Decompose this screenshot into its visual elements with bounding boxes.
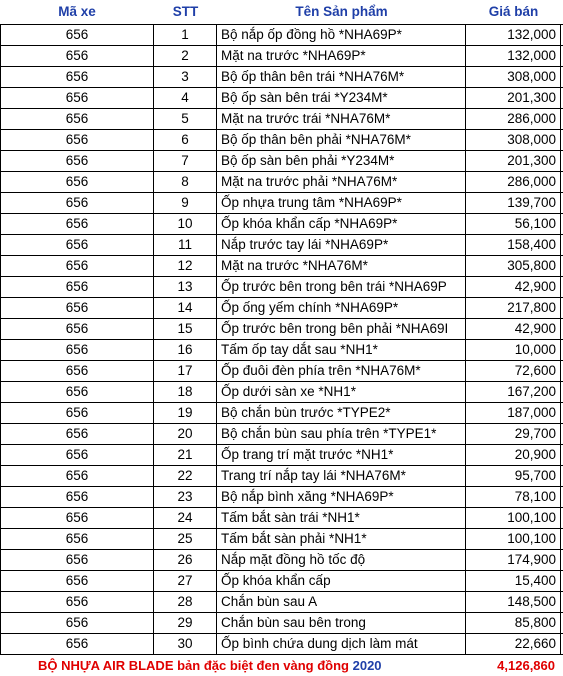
cell-ma-xe: 656 xyxy=(0,634,154,655)
cell-gia-ban: 15,400 xyxy=(466,571,561,592)
cell-stt: 25 xyxy=(154,529,217,550)
cell-stt: 11 xyxy=(154,235,217,256)
table-row xyxy=(0,382,563,403)
cell-stt: 5 xyxy=(154,109,217,130)
cell-gia-ban: 42,900 xyxy=(466,319,561,340)
cell-gia-ban: 308,000 xyxy=(466,130,561,151)
cell-ma-xe: 656 xyxy=(0,172,154,193)
cell-gia-ban: 174,900 xyxy=(466,550,561,571)
cell-ma-xe: 656 xyxy=(0,613,154,634)
cell-gia-ban: 72,600 xyxy=(466,361,561,382)
cell-stt: 27 xyxy=(154,571,217,592)
cell-stt: 12 xyxy=(154,256,217,277)
table-row xyxy=(0,403,563,424)
header-gia-ban: Giá bán xyxy=(488,4,539,19)
cell-ten-san-pham: Bộ nắp bình xăng *NHA69P* xyxy=(217,487,466,508)
table-row xyxy=(0,634,563,655)
cell-ten-san-pham: Bộ nắp ốp đồng hồ *NHA69P* xyxy=(217,25,466,46)
cell-ma-xe: 656 xyxy=(0,193,154,214)
cell-ten-san-pham: Ốp ống yếm chính *NHA69P* xyxy=(217,298,466,319)
cell-ma-xe: 656 xyxy=(0,46,154,67)
cell-gia-ban: 217,800 xyxy=(466,298,561,319)
header-ma-xe: Mã xe xyxy=(58,4,96,19)
cell-gia-ban: 158,400 xyxy=(466,235,561,256)
table-row xyxy=(0,25,563,46)
table-row xyxy=(0,340,563,361)
cell-ma-xe: 656 xyxy=(0,550,154,571)
total-label: BỘ NHỰA AIR BLADE bản đặc biệt đen vàng đồng 2020 xyxy=(38,658,382,673)
cell-ma-xe: 656 xyxy=(0,256,154,277)
cell-stt: 2 xyxy=(154,46,217,67)
cell-ten-san-pham: Chắn bùn sau bên trong xyxy=(217,613,466,634)
table-row xyxy=(0,466,563,487)
cell-gia-ban: 22,660 xyxy=(466,634,561,655)
cell-stt: 9 xyxy=(154,193,217,214)
cell-ma-xe: 656 xyxy=(0,214,154,235)
table-row xyxy=(0,88,563,109)
cell-ten-san-pham: Ốp dưới sàn xe *NH1* xyxy=(217,382,466,403)
table-row xyxy=(0,361,563,382)
cell-stt: 30 xyxy=(154,634,217,655)
header-ten-san-pham: Tên Sản phẩm xyxy=(295,4,388,19)
cell-gia-ban: 167,200 xyxy=(466,382,561,403)
cell-gia-ban: 100,100 xyxy=(466,508,561,529)
cell-ten-san-pham: Bộ chắn bùn sau phía trên *TYPE1* xyxy=(217,424,466,445)
cell-gia-ban: 139,700 xyxy=(466,193,561,214)
table-row xyxy=(0,46,563,67)
table-row xyxy=(0,214,563,235)
table-row xyxy=(0,235,563,256)
cell-stt: 6 xyxy=(154,130,217,151)
cell-gia-ban: 78,100 xyxy=(466,487,561,508)
cell-ten-san-pham: Ốp khóa khẩn cấp xyxy=(217,571,466,592)
cell-ma-xe: 656 xyxy=(0,592,154,613)
cell-ten-san-pham: Ốp khóa khẩn cấp *NHA69P* xyxy=(217,214,466,235)
table-row xyxy=(0,592,563,613)
cell-ma-xe: 656 xyxy=(0,340,154,361)
cell-stt: 13 xyxy=(154,277,217,298)
cell-gia-ban: 95,700 xyxy=(466,466,561,487)
cell-ten-san-pham: Tấm bắt sàn trái *NH1* xyxy=(217,508,466,529)
table-row xyxy=(0,571,563,592)
cell-stt: 23 xyxy=(154,487,217,508)
cell-gia-ban: 85,800 xyxy=(466,613,561,634)
cell-ten-san-pham: Ốp bình chứa dung dịch làm mát xyxy=(217,634,466,655)
header-stt: STT xyxy=(172,4,199,19)
cell-ma-xe: 656 xyxy=(0,25,154,46)
cell-stt: 28 xyxy=(154,592,217,613)
cell-stt: 26 xyxy=(154,550,217,571)
cell-stt: 1 xyxy=(154,25,217,46)
cell-ten-san-pham: Bộ ốp thân bên trái *NHA76M* xyxy=(217,67,466,88)
cell-ma-xe: 656 xyxy=(0,130,154,151)
cell-ten-san-pham: Bộ ốp sàn bên phải *Y234M* xyxy=(217,151,466,172)
cell-gia-ban: 201,300 xyxy=(466,151,561,172)
table-row xyxy=(0,151,563,172)
cell-ma-xe: 656 xyxy=(0,445,154,466)
cell-gia-ban: 56,100 xyxy=(466,214,561,235)
cell-gia-ban: 10,000 xyxy=(466,340,561,361)
cell-ten-san-pham: Ốp trang trí mặt trước *NH1* xyxy=(217,445,466,466)
cell-ten-san-pham: Chắn bùn sau A xyxy=(217,592,466,613)
cell-ten-san-pham: Ốp trước bên trong bên phải *NHA69I xyxy=(217,319,466,340)
cell-stt: 14 xyxy=(154,298,217,319)
cell-gia-ban: 286,000 xyxy=(466,172,561,193)
cell-stt: 16 xyxy=(154,340,217,361)
cell-stt: 10 xyxy=(154,214,217,235)
cell-gia-ban: 308,000 xyxy=(466,67,561,88)
cell-stt: 24 xyxy=(154,508,217,529)
cell-ma-xe: 656 xyxy=(0,88,154,109)
cell-ma-xe: 656 xyxy=(0,424,154,445)
cell-ma-xe: 656 xyxy=(0,466,154,487)
table-row xyxy=(0,193,563,214)
cell-stt: 18 xyxy=(154,382,217,403)
cell-ten-san-pham: Mặt na trước *NHA76M* xyxy=(217,256,466,277)
table-row xyxy=(0,319,563,340)
cell-ma-xe: 656 xyxy=(0,67,154,88)
cell-ten-san-pham: Bộ chắn bùn trước *TYPE2* xyxy=(217,403,466,424)
cell-gia-ban: 305,800 xyxy=(466,256,561,277)
cell-ten-san-pham: Nắp trước tay lái *NHA69P* xyxy=(217,235,466,256)
cell-gia-ban: 286,000 xyxy=(466,109,561,130)
cell-ten-san-pham: Ốp trước bên trong bên trái *NHA69P xyxy=(217,277,466,298)
cell-ma-xe: 656 xyxy=(0,151,154,172)
cell-ma-xe: 656 xyxy=(0,529,154,550)
cell-stt: 7 xyxy=(154,151,217,172)
cell-stt: 8 xyxy=(154,172,217,193)
cell-gia-ban: 201,300 xyxy=(466,88,561,109)
cell-ma-xe: 656 xyxy=(0,277,154,298)
table-row xyxy=(0,277,563,298)
table-row xyxy=(0,298,563,319)
cell-stt: 17 xyxy=(154,361,217,382)
cell-stt: 22 xyxy=(154,466,217,487)
cell-stt: 4 xyxy=(154,88,217,109)
cell-ma-xe: 656 xyxy=(0,319,154,340)
cell-ten-san-pham: Mặt na trước *NHA69P* xyxy=(217,46,466,67)
table-row xyxy=(0,130,563,151)
table-row xyxy=(0,550,563,571)
cell-ma-xe: 656 xyxy=(0,382,154,403)
total-row xyxy=(0,655,563,676)
cell-stt: 3 xyxy=(154,67,217,88)
table-row xyxy=(0,256,563,277)
cell-gia-ban: 148,500 xyxy=(466,592,561,613)
cell-ten-san-pham: Trang trí nắp tay lái *NHA76M* xyxy=(217,466,466,487)
cell-ma-xe: 656 xyxy=(0,571,154,592)
cell-ma-xe: 656 xyxy=(0,508,154,529)
cell-gia-ban: 42,900 xyxy=(466,277,561,298)
cell-ma-xe: 656 xyxy=(0,109,154,130)
table-row xyxy=(0,109,563,130)
cell-ma-xe: 656 xyxy=(0,235,154,256)
table-row xyxy=(0,67,563,88)
table-row xyxy=(0,424,563,445)
cell-gia-ban: 20,900 xyxy=(466,445,561,466)
total-year: 2020 xyxy=(352,658,382,673)
table-body xyxy=(0,24,563,655)
cell-ten-san-pham: Nắp mặt đồng hồ tốc độ xyxy=(217,550,466,571)
cell-ten-san-pham: Ốp đuôi đèn phía trên *NHA76M* xyxy=(217,361,466,382)
table-row xyxy=(0,445,563,466)
cell-ten-san-pham: Mặt na trước phải *NHA76M* xyxy=(217,172,466,193)
cell-stt: 29 xyxy=(154,613,217,634)
cell-ma-xe: 656 xyxy=(0,361,154,382)
cell-gia-ban: 132,000 xyxy=(466,25,561,46)
cell-stt: 21 xyxy=(154,445,217,466)
cell-ten-san-pham: Tấm bắt sàn phải *NH1* xyxy=(217,529,466,550)
cell-gia-ban: 187,000 xyxy=(466,403,561,424)
cell-gia-ban: 100,100 xyxy=(466,529,561,550)
cell-ma-xe: 656 xyxy=(0,298,154,319)
cell-ten-san-pham: Bộ ốp sàn bên trái *Y234M* xyxy=(217,88,466,109)
cell-gia-ban: 132,000 xyxy=(466,46,561,67)
table-row xyxy=(0,508,563,529)
cell-ten-san-pham: Tấm ốp tay dắt sau *NH1* xyxy=(217,340,466,361)
cell-stt: 19 xyxy=(154,403,217,424)
cell-gia-ban: 29,700 xyxy=(466,424,561,445)
table-row xyxy=(0,613,563,634)
cell-stt: 20 xyxy=(154,424,217,445)
total-amount: 4,126,860 xyxy=(497,658,555,673)
cell-ten-san-pham: Ốp nhựa trung tâm *NHA69P* xyxy=(217,193,466,214)
table-header xyxy=(0,0,563,24)
table-row xyxy=(0,487,563,508)
table-row xyxy=(0,529,563,550)
cell-ma-xe: 656 xyxy=(0,487,154,508)
cell-ten-san-pham: Bộ ốp thân bên phải *NHA76M* xyxy=(217,130,466,151)
cell-ma-xe: 656 xyxy=(0,403,154,424)
cell-stt: 15 xyxy=(154,319,217,340)
cell-ten-san-pham: Mặt na trước trái *NHA76M* xyxy=(217,109,466,130)
table-row xyxy=(0,172,563,193)
